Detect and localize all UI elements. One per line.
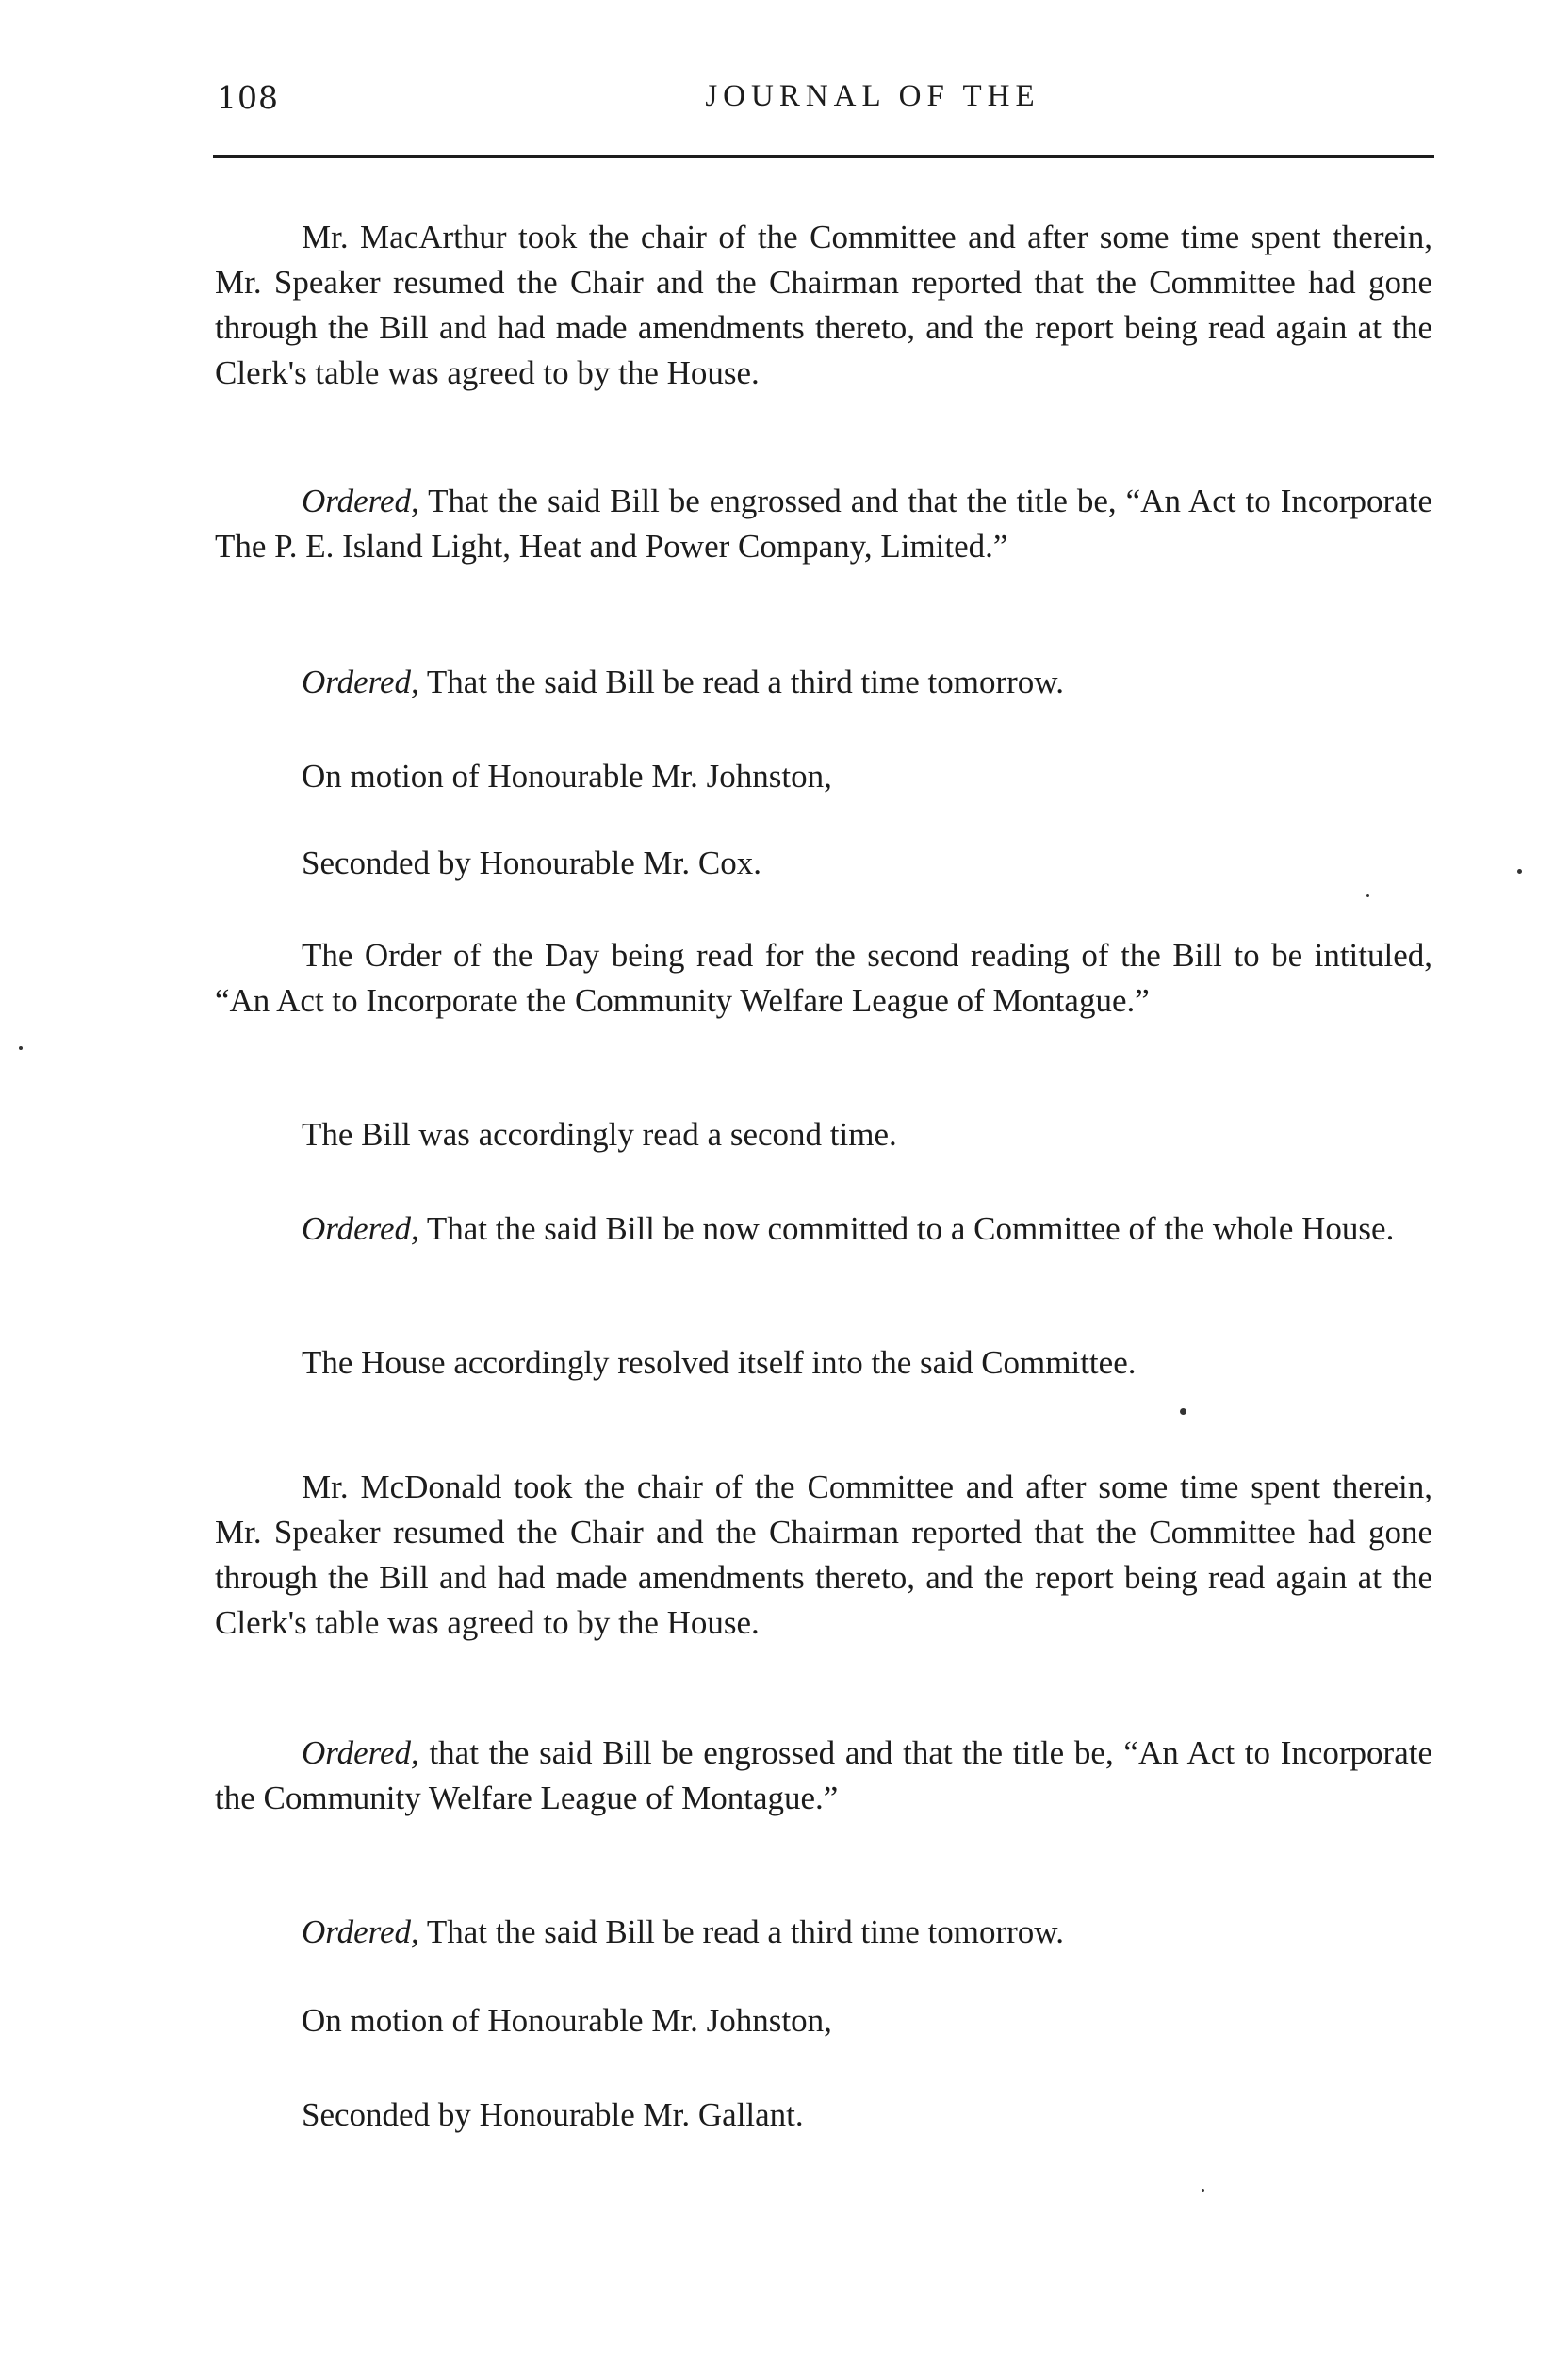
- paragraph-lead: Ordered,: [302, 1210, 419, 1247]
- paragraph-motion-2: [215, 1998, 1432, 2044]
- paragraph-ordered-engrossed-1: [215, 479, 1432, 569]
- paragraph-text: That the said Bill be now committed to a Committee of the whole House.: [418, 1210, 1395, 1247]
- scan-speck: [1180, 1408, 1186, 1415]
- paragraph-ordered-committed: [215, 1206, 1432, 1252]
- paragraph-ordered-third-reading-2: [215, 1910, 1432, 1955]
- paragraph-text: Mr. McDonald took the chair of the Committee and after some time spent therein, Mr. Speaker resumed the Chair and the Chairman reported that the Committee had gone through the Bill and had made amendments thereto, and the report being read again at the Clerk's table was agreed to by the House.: [215, 1469, 1432, 1641]
- paragraph-lead: Ordered,: [302, 1913, 419, 1950]
- paragraph-ordered-engrossed-2: [215, 1731, 1432, 1821]
- paragraph-committee-report-2: [215, 1465, 1432, 1646]
- paragraph-lead: Ordered,: [302, 664, 419, 700]
- paragraph-order-of-day: [215, 933, 1432, 1024]
- scan-speck: [1366, 894, 1369, 897]
- scan-speck: [19, 1046, 23, 1050]
- paragraph-second-reading: [215, 1112, 1432, 1157]
- header-rule: [213, 155, 1434, 158]
- paragraph-house-resolved: [215, 1340, 1432, 1386]
- paragraph-text: Seconded by Honourable Mr. Cox.: [302, 845, 761, 881]
- paragraph-text: That the said Bill be read a third time tomorrow.: [418, 1913, 1065, 1950]
- page-number: 108: [217, 79, 279, 116]
- paragraph-text: That the said Bill be engrossed and that the title be, “An Act to Incorporate The P. E. Island Light, Heat and Power Company, Limited.”: [215, 483, 1432, 565]
- paragraph-text: On motion of Honourable Mr. Johnston,: [302, 2002, 832, 2039]
- running-head: [213, 79, 1438, 126]
- paragraph-lead: Ordered,: [302, 1734, 419, 1771]
- paragraph-motion-1: [215, 754, 1432, 799]
- paragraph-ordered-third-reading-1: [215, 660, 1432, 705]
- paragraph-text: The Bill was accordingly read a second time.: [302, 1116, 897, 1153]
- scan-speck: [1202, 2189, 1204, 2192]
- paragraph-text: That the said Bill be read a third time tomorrow.: [418, 664, 1065, 700]
- paragraph-text: Mr. MacArthur took the chair of the Committee and after some time spent therein, Mr. Speaker resumed the Chair and the Chairman reported that the Committee had gone through the Bill and had made amendments thereto, and the report being read again at the Clerk's table was agreed to by the House.: [215, 219, 1432, 391]
- paragraph-text: Seconded by Honourable Mr. Gallant.: [302, 2096, 804, 2133]
- paragraph-seconded-1: [215, 841, 1432, 886]
- paragraph-lead: Ordered,: [302, 483, 419, 519]
- paragraph-text: that the said Bill be engrossed and that the title be, “An Act to Incorporate the Community Welfare League of Montague.”: [215, 1734, 1432, 1816]
- scan-speck: [1517, 869, 1522, 874]
- paragraph-seconded-2: [215, 2093, 1432, 2138]
- journal-title: JOURNAL OF THE: [705, 79, 1040, 113]
- paragraph-text: The House accordingly resolved itself into the said Committee.: [302, 1344, 1137, 1381]
- paragraph-committee-report-1: [215, 215, 1432, 396]
- paragraph-text: The Order of the Day being read for the second reading of the Bill to be intituled, “An Act to Incorporate the Community Welfare League of Montague.”: [215, 937, 1432, 1019]
- paragraph-text: On motion of Honourable Mr. Johnston,: [302, 758, 832, 795]
